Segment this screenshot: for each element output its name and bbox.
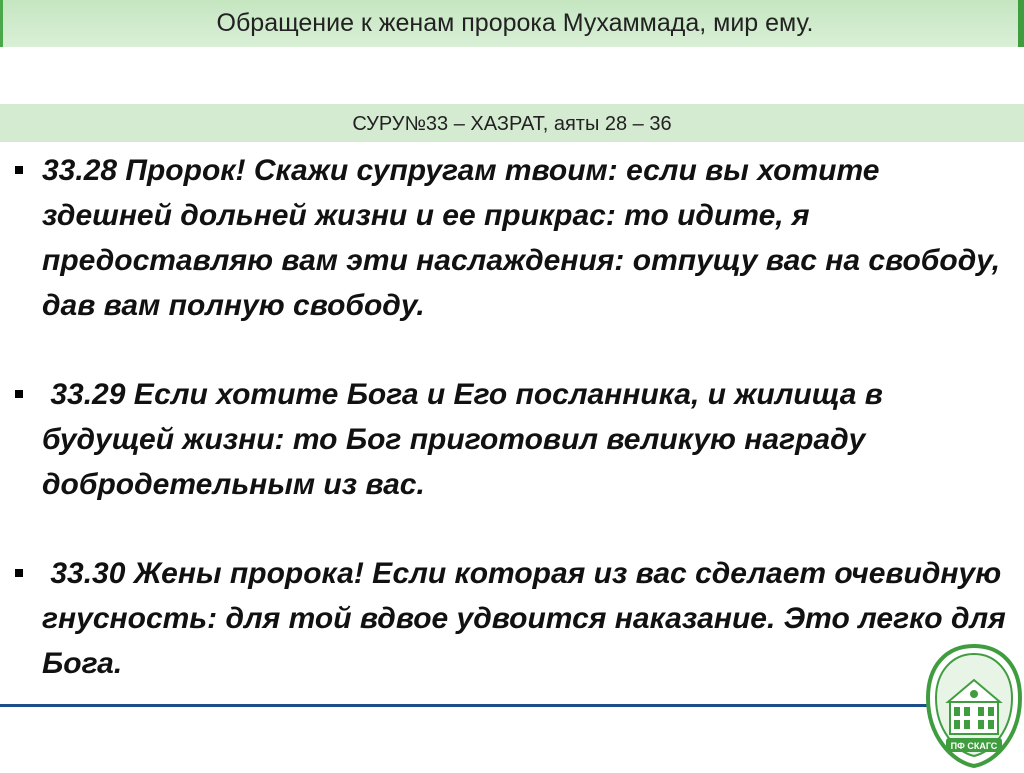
logo-text: ПФ СКАГС [950,741,998,751]
verse-item [10,372,1010,507]
verse-text: 33.29 Если хотите Бога и Его посланника, и жилища в будущей жизни: то Бог приготовил великую награду добродетельным из вас. [42,378,892,501]
slide-title: Обращение к женам пророка Мухаммада, мир ему. [216,9,814,37]
bullet-icon [15,390,23,398]
academy-emblem-icon [924,640,1024,768]
title-bar [0,0,1024,47]
verse-text: 33.28 Пророк! Скажи супругам твоим: если вы хотите здешней дольней жизни и ее прикрас: то идите, я предоставляю вам эти наслаждения: отпущу вас на свободу, дав вам полную свободу. [42,154,1009,322]
verse-item [10,551,1015,686]
bottom-divider [0,704,935,707]
academy-logo [924,640,1024,768]
verse-item [10,148,1010,328]
bullet-icon [15,166,23,174]
subtitle-bar [0,104,1024,142]
verse-list [10,148,1015,686]
verse-text: 33.30 Жены пророка! Если которая из вас сделает очевидную гнусность: для той вдвое удвоится наказание. Это легко для Бога. [42,557,1015,680]
bullet-icon [15,569,23,577]
slide-subtitle: СУРУ№33 – ХАЗРАТ, аяты 28 – 36 [352,113,672,135]
